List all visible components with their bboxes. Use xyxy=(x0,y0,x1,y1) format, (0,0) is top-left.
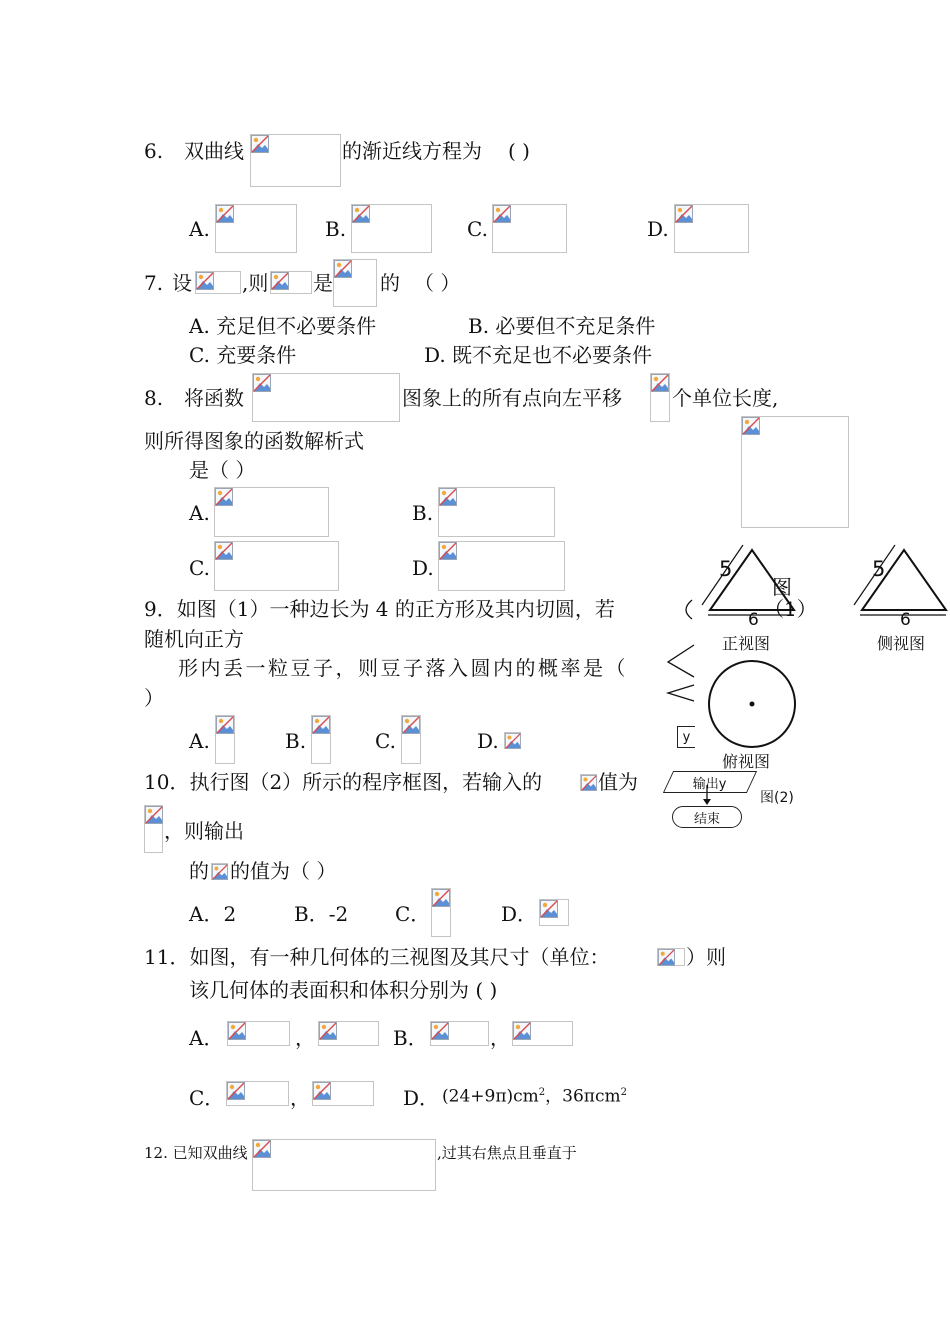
broken-image-icon xyxy=(505,733,521,749)
front-view-label: 正视图 xyxy=(722,634,771,653)
q8-figure-image xyxy=(741,416,849,528)
q9-option-d-image xyxy=(504,732,521,749)
broken-image-icon xyxy=(227,1082,245,1100)
flowchart-partial-text: y xyxy=(682,729,691,745)
broken-image-icon xyxy=(651,374,669,392)
q10-option-d-label: D． xyxy=(501,902,538,926)
q6-option-b-label: B. xyxy=(325,217,347,241)
broken-image-icon xyxy=(319,1022,337,1040)
broken-image-icon xyxy=(513,1022,531,1040)
q11-line1-a: 11．如图，有一种几何体的三视图及其尺寸（单位： xyxy=(144,945,610,969)
broken-image-icon xyxy=(658,949,675,966)
q11-option-b-label: B． xyxy=(393,1026,428,1050)
broken-image-icon xyxy=(196,272,214,290)
q9-line2: 随机向正方 xyxy=(144,627,244,651)
top-view-center-dot xyxy=(750,702,755,707)
q11-option-d-value xyxy=(442,1088,627,1106)
broken-image-icon xyxy=(253,1140,271,1158)
q11-option-a-label: A． xyxy=(189,1026,224,1050)
q11-option-b-comma: ， xyxy=(490,1026,510,1050)
q7-formula-2 xyxy=(270,271,312,294)
flowchart-output-text: 输出y xyxy=(693,776,727,792)
broken-image-icon xyxy=(216,716,234,734)
q11-option-d-text1: (24+9π)cm xyxy=(442,1086,539,1107)
broken-image-icon xyxy=(402,716,420,734)
q8-number: 8. xyxy=(144,386,164,410)
broken-image-icon xyxy=(271,272,289,290)
broken-image-icon xyxy=(215,488,233,506)
q8-option-c-image xyxy=(214,541,339,591)
q7-formula-1 xyxy=(195,271,241,294)
q11-line2: 该几何体的表面积和体积分别为 ( ) xyxy=(189,978,498,1002)
q11-option-b-image-1 xyxy=(430,1021,489,1046)
q11-option-c-label: C． xyxy=(189,1086,225,1110)
broken-image-icon xyxy=(675,205,693,223)
broken-image-icon xyxy=(352,205,370,223)
flowchart-end-box xyxy=(672,806,742,828)
q6-text-a: 双曲线 xyxy=(184,139,244,163)
q9-option-b-label: B. xyxy=(285,729,307,753)
q12-text-a: 12. 已知双曲线 xyxy=(144,1144,248,1162)
q11-option-c-comma: ， xyxy=(290,1086,310,1110)
q6-number: 6. xyxy=(144,139,164,163)
q8-option-c-label: C. xyxy=(189,556,210,580)
q8-option-b-image xyxy=(438,487,555,537)
q9-option-c-label: C. xyxy=(375,729,396,753)
side-base-dim: 6 xyxy=(900,610,911,630)
broken-image-icon xyxy=(216,205,234,223)
broken-image-icon xyxy=(742,417,760,435)
broken-image-icon xyxy=(313,1082,331,1100)
side-view-label: 侧视图 xyxy=(877,634,926,653)
q11-option-c-image-1 xyxy=(226,1081,289,1106)
broken-image-icon xyxy=(312,716,330,734)
q9-line3: 形内丢一粒豆子，则豆子落入圆内的概率是（ xyxy=(178,656,628,680)
q11-option-a-comma: ， xyxy=(295,1026,315,1050)
fig1-arc-fragment xyxy=(686,600,692,619)
broken-image-icon xyxy=(334,260,352,278)
broken-image-icon xyxy=(431,1022,449,1040)
flowchart-end-text: 结束 xyxy=(693,811,720,827)
q12-text-b: ,过其右焦点且垂直于 xyxy=(437,1144,577,1162)
q6-option-d-image xyxy=(674,204,749,253)
broken-image-icon xyxy=(581,775,597,791)
q6-option-d-label: D. xyxy=(647,217,669,241)
broken-image-icon xyxy=(493,205,511,223)
q6-option-a-image xyxy=(215,204,297,253)
fig1-label: 5 xyxy=(719,557,733,581)
q7-formula-3 xyxy=(333,259,377,307)
q10-option-b: B．-2 xyxy=(294,902,349,926)
fig2-label: 图(2) xyxy=(760,790,794,806)
q11-option-a-image-2 xyxy=(318,1021,379,1046)
q10-output-var-image xyxy=(211,863,228,880)
flowchart-output-box xyxy=(663,771,757,793)
broken-image-icon xyxy=(540,900,558,918)
top-view-label: 俯视图 xyxy=(722,752,771,771)
front-base-dim: 6 xyxy=(748,610,759,630)
q6-option-c-image xyxy=(492,204,567,253)
q7-text-d: 的 xyxy=(380,271,400,295)
flowchart-partial-box xyxy=(677,726,695,748)
q10-line3-b: 的值为（ ） xyxy=(230,859,337,883)
q6-text-b: 的渐近线方程为 xyxy=(342,139,482,163)
q8-option-a-label: A. xyxy=(189,501,210,525)
q7-option-a: A. 充足但不必要条件 xyxy=(189,314,377,338)
q7-paren: （ ） xyxy=(414,271,461,295)
q9-option-a-image xyxy=(215,715,235,764)
q10-option-c-label: C． xyxy=(395,902,431,926)
q6-option-b-image xyxy=(351,204,432,253)
q11-line1-b: ）则 xyxy=(686,945,726,969)
q6-option-c-label: C. xyxy=(467,217,488,241)
q7-number: 7. xyxy=(144,271,164,295)
q7-text-a: 设 xyxy=(172,271,192,295)
q6-formula-image xyxy=(250,134,341,187)
broken-image-icon xyxy=(432,889,450,907)
q9-option-d-label: D. xyxy=(477,729,499,753)
q7-option-d: D. 既不充足也不必要条件 xyxy=(424,343,653,367)
broken-image-icon xyxy=(253,374,271,392)
q7-option-c: C. 充要条件 xyxy=(189,343,297,367)
q10-line3-a: 的 xyxy=(189,859,209,883)
q10-input-var-image xyxy=(580,774,597,791)
q7-text-b: ,则 xyxy=(242,271,269,295)
fig1-number: （1） xyxy=(764,597,817,621)
q10-option-c-image xyxy=(431,888,451,937)
q10-option-d-image xyxy=(539,899,569,926)
q8-function-image xyxy=(252,373,400,422)
q8-option-d-image xyxy=(438,541,565,591)
q9-line4: ） xyxy=(144,686,164,710)
q11-option-d-label: D． xyxy=(403,1086,440,1110)
q11-option-a-image-1 xyxy=(227,1021,290,1046)
fig1-caption: 图 xyxy=(772,575,792,599)
q11-option-d-sup2: 2 xyxy=(620,1087,627,1098)
q8-text-b: 图象上的所有点向左平移 xyxy=(402,386,622,410)
broken-image-icon xyxy=(215,542,233,560)
q11-option-b-image-2 xyxy=(512,1021,573,1046)
q10-input-value-image xyxy=(144,805,163,853)
q9-line1: 9．如图（1）一种边长为 4 的正方形及其内切圆，若 xyxy=(144,597,615,621)
q11-option-c-image-2 xyxy=(312,1081,374,1106)
q8-line3: 是（ ） xyxy=(189,458,256,482)
q9-option-a-label: A. xyxy=(189,729,210,753)
q10-line1-b: 值为 xyxy=(598,770,638,794)
side-slant-dim: 5 xyxy=(872,557,886,581)
broken-image-icon xyxy=(439,542,457,560)
q12-formula-image xyxy=(252,1139,436,1191)
q11-option-d-text2: ，36πcm xyxy=(545,1086,621,1107)
flowchart-arrowhead xyxy=(703,799,711,805)
q6-option-a-label: A. xyxy=(189,217,210,241)
q8-option-b-label: B. xyxy=(412,501,434,525)
q10-line1-a: 10．执行图（2）所示的程序框图，若输入的 xyxy=(144,770,543,794)
q9-option-c-image xyxy=(401,715,421,764)
broken-image-icon xyxy=(228,1022,246,1040)
q8-shift-image xyxy=(650,373,670,422)
broken-image-icon xyxy=(145,806,163,824)
broken-image-icon xyxy=(439,488,457,506)
q11-unit-image xyxy=(657,948,685,966)
broken-image-icon xyxy=(212,864,228,880)
broken-image-icon xyxy=(251,135,269,153)
flowchart-arrow-fragment xyxy=(668,685,694,701)
q7-text-c: 是 xyxy=(313,271,333,295)
q8-text-c: 个单位长度, xyxy=(672,386,779,410)
q10-line2: ，则输出 xyxy=(164,819,244,843)
q7-option-b: B. 必要但不充足条件 xyxy=(468,314,656,338)
q8-text-a: 将函数 xyxy=(184,386,244,410)
q8-option-d-label: D. xyxy=(412,556,434,580)
q8-option-a-image xyxy=(214,487,329,537)
q11-option-d-sup1: 2 xyxy=(538,1087,546,1098)
q6-paren: ( ) xyxy=(508,139,530,163)
flowchart-decision-fragment xyxy=(668,645,694,677)
q9-option-b-image xyxy=(311,715,331,764)
q8-line2: 则所得图象的函数解析式 xyxy=(144,429,364,453)
q10-option-a: A．2 xyxy=(189,902,237,926)
